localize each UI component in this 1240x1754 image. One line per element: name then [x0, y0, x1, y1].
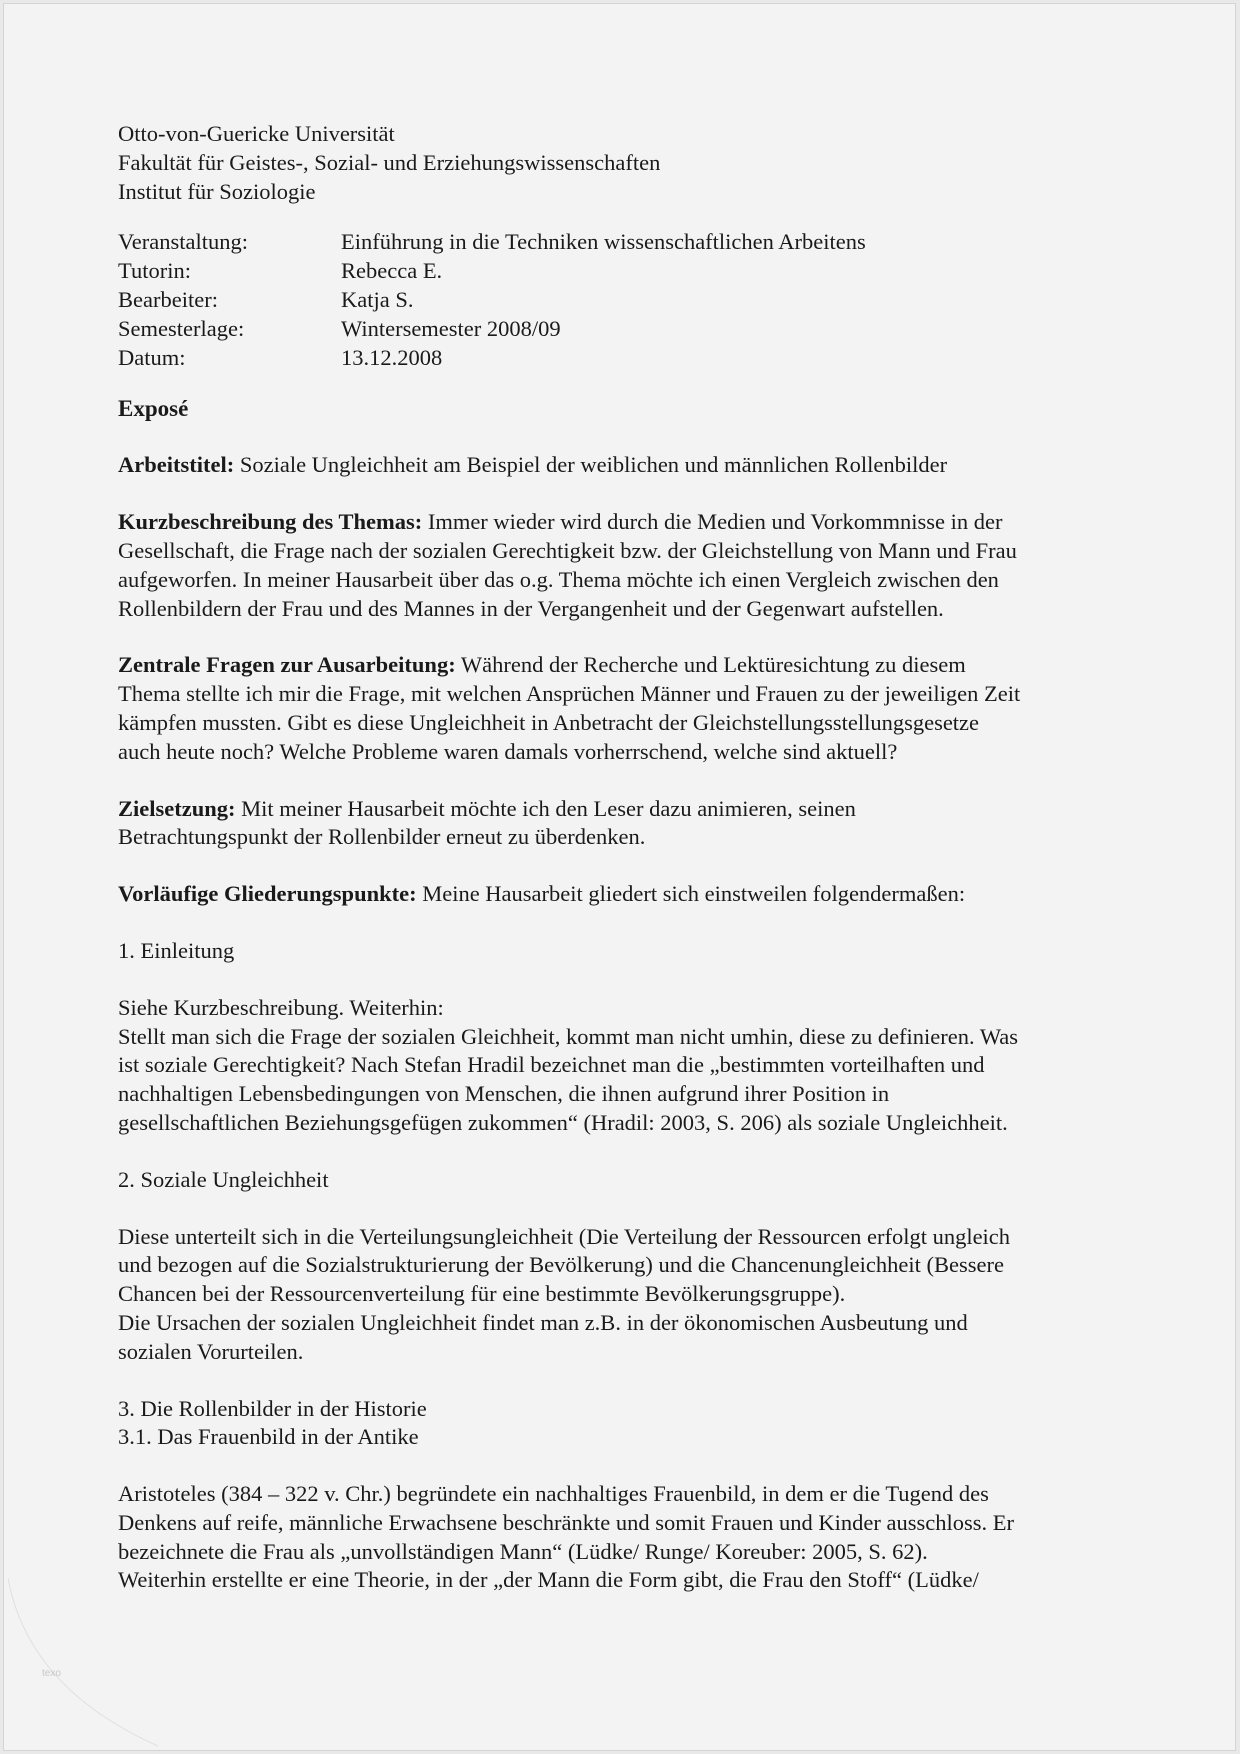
- meta-value: Wintersemester 2008/09: [341, 315, 561, 341]
- section-heading-einleitung: 1. Einleitung: [118, 937, 235, 963]
- zentrale-fragen-line: Während der Recherche und Lektüresichtung zu diesem: [455, 652, 966, 678]
- body-line: gesellschaftlichen Beziehungsgefügen zukommen“ (Hradil: 2003, S. 206) als soziale Ungleichheit.: [118, 1109, 1008, 1135]
- body-line: bezeichnete die Frau als „unvollständigen Mann“ (Lüdke/ Runge/ Koreuber: 2005, S. 62).: [118, 1538, 928, 1564]
- meta-table: [118, 228, 1148, 372]
- university-name: Otto-von-Guericke Universität: [118, 121, 395, 146]
- section-heading-soziale-ungleichheit: 2. Soziale Ungleichheit: [118, 1166, 329, 1192]
- meta-row-veranstaltung: [118, 228, 1148, 257]
- document-content: [118, 120, 1148, 1595]
- kurzbeschreibung-paragraph: [118, 508, 1148, 623]
- meta-row-semesterlage: [118, 315, 1148, 344]
- section-body-antike: [118, 1480, 1148, 1595]
- meta-row-datum: [118, 344, 1148, 373]
- meta-label: Datum:: [118, 344, 186, 370]
- zielsetzung-line: Betrachtungspunkt der Rollenbilder erneut zu überdenken.: [118, 824, 646, 850]
- body-line: nachhaltigen Lebensbedingungen von Menschen, die ihnen aufgrund ihrer Position in: [118, 1081, 890, 1107]
- zentrale-fragen-paragraph: [118, 651, 1148, 766]
- watermark-text: texo: [42, 1668, 61, 1679]
- kurzbeschreibung-line: Rollenbildern der Frau und des Mannes in der Vergangenheit und der Gegenwart aufstellen.: [118, 595, 944, 621]
- faculty-name: Fakultät für Geistes-, Sozial- und Erziehungswissenschaften: [118, 149, 661, 175]
- institute-name: Institut für Soziologie: [118, 178, 316, 204]
- body-line: Siehe Kurzbeschreibung. Weiterhin:: [118, 994, 444, 1020]
- gliederung-label: Vorläufige Gliederungspunkte:: [118, 881, 417, 907]
- meta-row-tutorin: [118, 257, 1148, 286]
- zielsetzung-label: Zielsetzung:: [118, 795, 236, 821]
- meta-value: Katja S.: [341, 286, 414, 312]
- section-body-soziale-ungleichheit: [118, 1223, 1148, 1367]
- body-line: sozialen Vorurteilen.: [118, 1338, 304, 1364]
- meta-value: Rebecca E.: [341, 258, 443, 284]
- arbeitstitel-paragraph: [118, 451, 1148, 480]
- body-line: Aristoteles (384 – 322 v. Chr.) begründete ein nachhaltiges Frauenbild, in dem er die Tugend des: [118, 1481, 989, 1507]
- kurzbeschreibung-line: Immer wieder wird durch die Medien und Vorkommnisse in der: [422, 509, 1003, 535]
- meta-value: 13.12.2008: [341, 344, 443, 370]
- kurzbeschreibung-line: Gesellschaft, die Frage nach der sozialen Gerechtigkeit bzw. der Gleichstellung von Mann und Frau: [118, 537, 1017, 563]
- section-heading-rollenbilder: 3. Die Rollenbilder in der Historie: [118, 1395, 427, 1421]
- meta-value: Einführung in die Techniken wissenschaftlichen Arbeitens: [341, 229, 866, 255]
- page-curl-decoration: [8, 1578, 168, 1748]
- meta-row-bearbeiter: [118, 286, 1148, 315]
- body-line: ist soziale Gerechtigkeit? Nach Stefan Hradil bezeichnet man die „bestimmten vorteilhaften und: [118, 1052, 985, 1078]
- kurzbeschreibung-label: Kurzbeschreibung des Themas:: [118, 509, 423, 535]
- section-body-einleitung: [118, 994, 1148, 1138]
- kurzbeschreibung-line: aufgeworfen. In meiner Hausarbeit über das o.g. Thema möchte ich einen Vergleich zwischen den: [118, 566, 999, 592]
- document-title: Exposé: [118, 396, 189, 422]
- subsection-heading-antike: 3.1. Das Frauenbild in der Antike: [118, 1424, 419, 1450]
- meta-label: Bearbeiter:: [118, 286, 218, 312]
- gliederung-paragraph: [118, 880, 1148, 909]
- zielsetzung-paragraph: [118, 795, 1148, 853]
- body-line: Die Ursachen der sozialen Ungleichheit findet man z.B. in der ökonomischen Ausbeutung und: [118, 1309, 968, 1335]
- zentrale-fragen-line: kämpfen mussten. Gibt es diese Ungleichheit in Anbetracht der Gleichstellungsstellungsgesetze: [118, 709, 980, 735]
- meta-label: Veranstaltung:: [118, 229, 248, 255]
- header-block: [118, 120, 1148, 206]
- zentrale-fragen-line: Thema stellte ich mir die Frage, mit welchen Ansprüchen Männer und Frauen zu der jeweiligen Zeit: [118, 681, 1021, 707]
- gliederung-text: Meine Hausarbeit gliedert sich einstweilen folgendermaßen:: [416, 881, 966, 907]
- body-line: und bezogen auf die Sozialstrukturierung der Bevölkerung) und die Chancenungleichheit (Bessere: [118, 1252, 1004, 1278]
- arbeitstitel-text: Soziale Ungleichheit am Beispiel der weiblichen und männlichen Rollenbilder: [234, 452, 948, 478]
- meta-label: Tutorin:: [118, 258, 191, 284]
- document-page: [3, 3, 1236, 1751]
- meta-label: Semesterlage:: [118, 315, 245, 341]
- zentrale-fragen-label: Zentrale Fragen zur Ausarbeitung:: [118, 652, 456, 678]
- arbeitstitel-label: Arbeitstitel:: [118, 452, 235, 478]
- body-line: Denkens auf reife, männliche Erwachsene beschränkte und somit Frauen und Kinder ausschloss. Er: [118, 1509, 1014, 1535]
- zielsetzung-line: Mit meiner Hausarbeit möchte ich den Leser dazu animieren, seinen: [235, 795, 856, 821]
- body-line: Chancen bei der Ressourcenverteilung für eine bestimmte Bevölkerungsgruppe).: [118, 1281, 846, 1307]
- body-line: Weiterhin erstellte er eine Theorie, in der „der Mann die Form gibt, die Frau den Stoff“ (Lüdke/: [118, 1567, 979, 1593]
- body-line: Diese unterteilt sich in die Verteilungsungleichheit (Die Verteilung der Ressourcen erfolgt ungleich: [118, 1223, 1011, 1249]
- body-line: Stellt man sich die Frage der sozialen Gleichheit, kommt man nicht umhin, diese zu definieren. Was: [118, 1023, 1019, 1049]
- zentrale-fragen-line: auch heute noch? Welche Probleme waren damals vorherrschend, welche sind aktuell?: [118, 738, 898, 764]
